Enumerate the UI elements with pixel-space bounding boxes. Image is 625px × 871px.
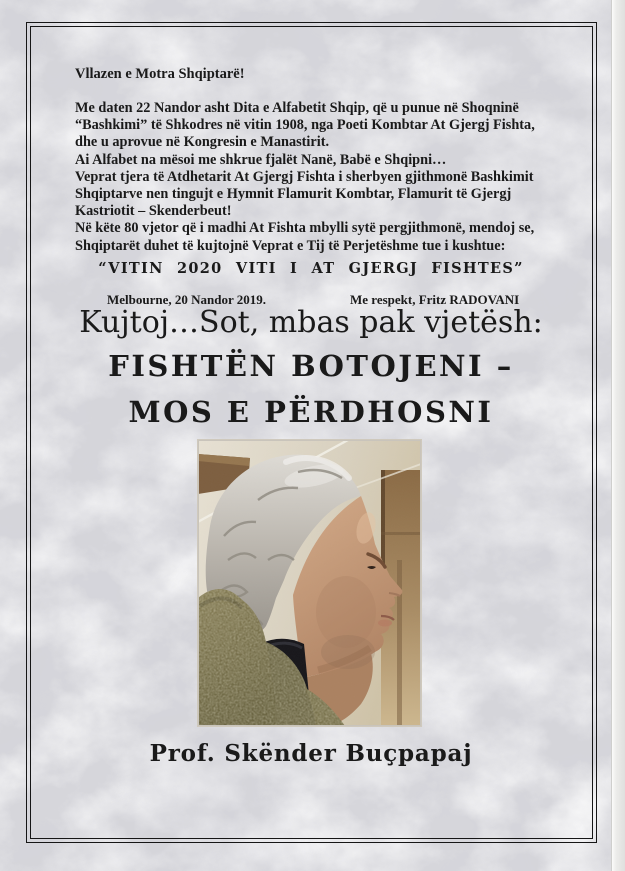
signature: Me respekt, Fritz RADOVANI <box>350 292 520 307</box>
salutation: Vllazen e Motra Shqiptarë! <box>75 66 245 82</box>
body-line: Kastriotit – Skenderbeut! <box>75 203 232 220</box>
portrait-photo <box>198 440 421 726</box>
body-line: “Bashkimi” të Shkodres në vitin 1908, nga Poeti Kombtar At Gjergj Fishta, <box>75 117 535 134</box>
dateline: Melbourne, 20 Nandor 2019. <box>107 292 267 307</box>
body-line: Shqiptarve nen tingujt e Hymnit Flamurit Kombtar, Flamurit të Gjergj <box>75 186 512 203</box>
page-edge-strip <box>611 0 625 871</box>
body-line: Në këte 80 vjetor që i madhi At Fishta mbylli sytë pergjithmonë, mendoj se, <box>75 220 535 237</box>
body-line: Me daten 22 Nandor asht Dita e Alfabetit Shqip, që u punue në Shoqninë <box>75 100 519 116</box>
headline-line-2: MOS E PËRDHOSNI <box>128 395 494 429</box>
body-paragraphs <box>75 100 535 255</box>
portrait-photo-art <box>198 440 421 726</box>
body-line: dhe u aprovue në Kongresin e Manastirit. <box>75 134 330 151</box>
body-line: Shqiptarët duhet të kujtojnë Veprat e Tij të Perjetëshme tue i kushtue: <box>75 237 506 254</box>
body-line: Veprat tjera të Atdhetarit At Gjergj Fishta i sherbyen gjithmonë Bashkimit <box>75 168 534 185</box>
slogan-line: “VITIN 2020 VITI I AT GJERGJ FISHTES” <box>98 260 524 277</box>
photo-caption: Prof. Skënder Buçpapaj <box>149 740 473 767</box>
headline-line-1: FISHTËN BOTOJENI – <box>108 349 514 383</box>
subheading: Kujtoj…Sot, mbas pak vjetësh: <box>79 305 543 340</box>
photo-grain-overlay <box>198 440 421 726</box>
body-line: Ai Alfabet na mësoi me shkrue fjalët Nanë, Babë e Shqipni… <box>75 151 447 168</box>
